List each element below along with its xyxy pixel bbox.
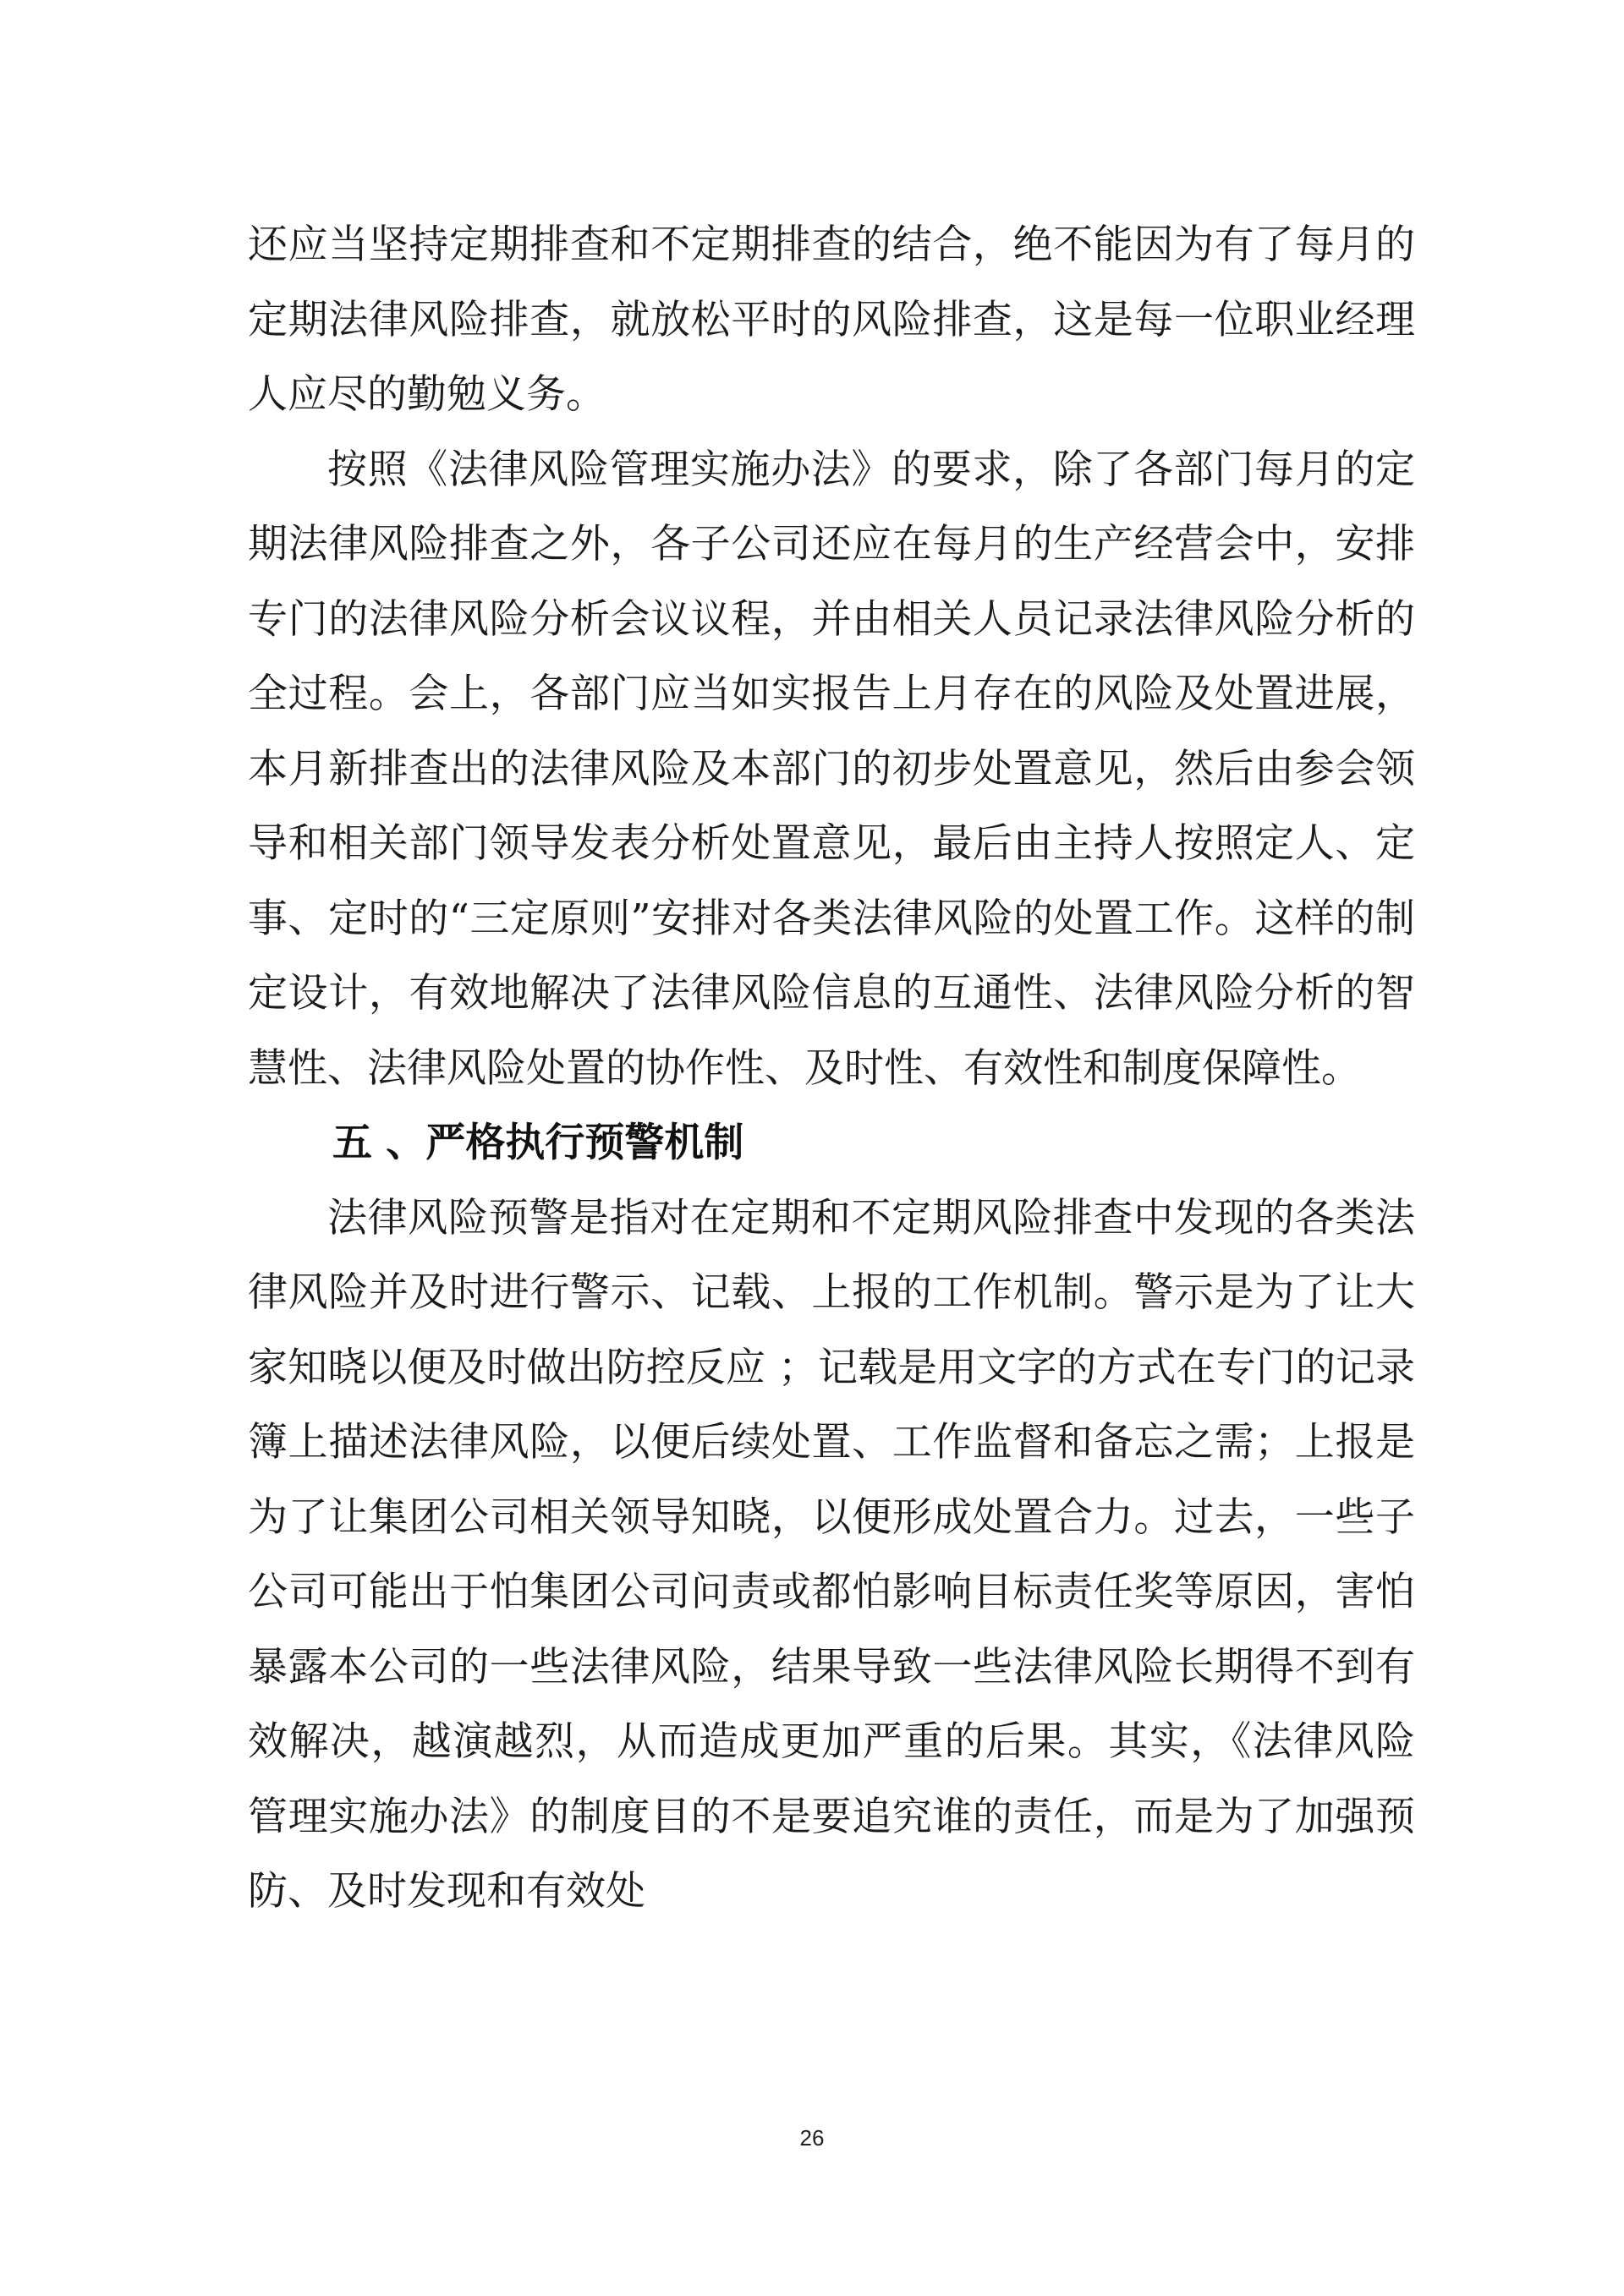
paragraph-risk-analysis-meeting: 按照《法律风险管理实施办法》的要求，除了各部门每月的定期法律风险排查之外，各子公司还应在每月的生产经营会中，安排专门的法律风险分析会议议程，并由相关人员记录法律风险分析的全过程。会上，各部门应当如实报告上月存在的风险及处置进展，本月新排查出的法律风险及本部门的初步处置意见，然后由参会领导和相关部门领导发表分析处置意见，最后由主持人按照定人、定事、定时的“三定原则”安排对各类法律风险的处置工作。这样的制定设计，有效地解决了法律风险信息的互通性、法律风险分析的智慧性、法律风险处置的协作性、及时性、有效性和制度保障性。: [248, 446, 1415, 1092]
section-heading: 五 、严格执行预警机制: [332, 1120, 744, 1166]
page-number: 26: [799, 2125, 825, 2151]
paragraph-risk-warning: 法律风险预警是指对在定期和不定期风险排查中发现的各类法律风险并及时进行警示、记载、上报的工作机制。警示是为了让大家知晓以便及时做出防控反应 ；记载是用文字的方式在专门的记录簿上描述法律风险，以便后续处置、工作监督和备忘之需；上报是为了让集团公司相关领导知晓，以便形成处置合力。过去，一些子公司可能出于怕集团公司问责或都怕影响目标责任奖等原因，害怕暴露本公司的一些法律风险，结果导致一些法律风险长期得不到有效解决，越演越烈，从而造成更加严重的后果。其实，《法律风险管理实施办法》的制度目的不是要追究谁的责任，而是为了加强预防、及时发现和有效处: [248, 1194, 1415, 1915]
paragraph-continuation: 还应当坚持定期排查和不定期排查的结合，绝不能因为有了每月的定期法律风险排查，就放松平时的风险排查，这是每一位职业经理人应尽的勤勉义务。: [248, 222, 1415, 418]
body-text: [248, 208, 1415, 1930]
